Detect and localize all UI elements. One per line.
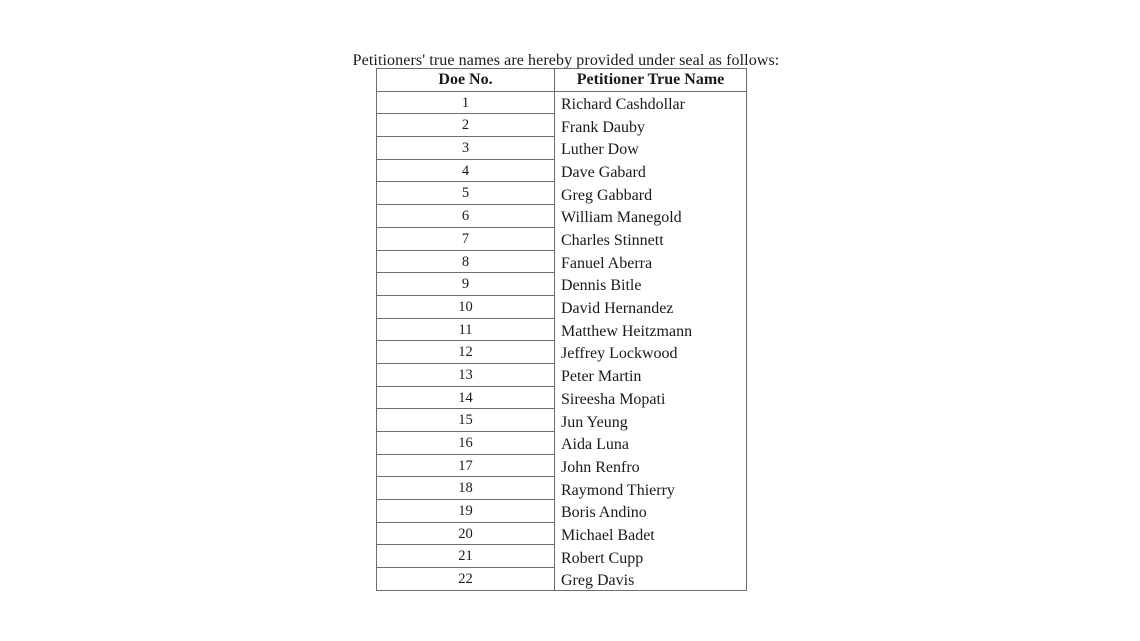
- petitioner-name-cell: Sireesha Mopati: [555, 386, 747, 409]
- doe-number-cell: 4: [377, 159, 555, 182]
- table-row: [377, 91, 747, 114]
- petitioner-name-cell: Boris Andino: [555, 500, 747, 523]
- petitioner-names-table: [376, 68, 747, 591]
- petitioner-name-cell: Raymond Thierry: [555, 477, 747, 500]
- doe-number-cell: 21: [377, 545, 555, 568]
- petitioner-name-cell: David Hernandez: [555, 295, 747, 318]
- table-row: [377, 454, 747, 477]
- table-row: [377, 318, 747, 341]
- petitioner-name-cell: Dave Gabard: [555, 159, 747, 182]
- table-row: [377, 182, 747, 205]
- petitioner-name-cell: Michael Badet: [555, 522, 747, 545]
- table-row: [377, 114, 747, 137]
- header-doe-no: Doe No.: [377, 69, 555, 92]
- petitioner-name-cell: Charles Stinnett: [555, 227, 747, 250]
- doe-number-cell: 11: [377, 318, 555, 341]
- table-row: [377, 545, 747, 568]
- table-row: [377, 568, 747, 591]
- table-row: [377, 432, 747, 455]
- table-row: [377, 205, 747, 228]
- petitioner-name-cell: Luther Dow: [555, 137, 747, 160]
- doe-number-cell: 19: [377, 500, 555, 523]
- table-row: [377, 137, 747, 160]
- doe-number-cell: 10: [377, 295, 555, 318]
- header-petitioner-true-name: Petitioner True Name: [555, 69, 747, 92]
- doe-number-cell: 14: [377, 386, 555, 409]
- petitioner-name-cell: William Manegold: [555, 205, 747, 228]
- table-body: [377, 91, 747, 590]
- doe-number-cell: 6: [377, 205, 555, 228]
- table-row: [377, 363, 747, 386]
- petitioner-name-cell: Matthew Heitzmann: [555, 318, 747, 341]
- table-row: [377, 522, 747, 545]
- petitioner-name-cell: Jeffrey Lockwood: [555, 341, 747, 364]
- doe-number-cell: 5: [377, 182, 555, 205]
- table-row: [377, 159, 747, 182]
- petitioner-name-cell: Aida Luna: [555, 432, 747, 455]
- table-row: [377, 409, 747, 432]
- table-row: [377, 250, 747, 273]
- petitioner-name-cell: Dennis Bitle: [555, 273, 747, 296]
- table-row: [377, 386, 747, 409]
- intro-paragraph: Petitioners' true names are hereby provided under seal as follows:: [352, 52, 780, 69]
- header-row: [377, 69, 747, 92]
- petitioner-name-cell: Peter Martin: [555, 363, 747, 386]
- table-row: [377, 341, 747, 364]
- doe-number-cell: 12: [377, 341, 555, 364]
- doe-number-cell: 17: [377, 454, 555, 477]
- petitioner-name-cell: Robert Cupp: [555, 545, 747, 568]
- petitioner-name-cell: Greg Davis: [555, 568, 747, 591]
- petitioner-name-cell: Frank Dauby: [555, 114, 747, 137]
- table-row: [377, 273, 747, 296]
- petitioner-name-cell: Jun Yeung: [555, 409, 747, 432]
- doe-number-cell: 18: [377, 477, 555, 500]
- doe-number-cell: 22: [377, 568, 555, 591]
- doe-number-cell: 7: [377, 227, 555, 250]
- table-row: [377, 227, 747, 250]
- doe-number-cell: 2: [377, 114, 555, 137]
- doe-number-cell: 8: [377, 250, 555, 273]
- doe-number-cell: 1: [377, 91, 555, 114]
- petitioner-name-cell: Fanuel Aberra: [555, 250, 747, 273]
- doe-number-cell: 13: [377, 363, 555, 386]
- doe-number-cell: 20: [377, 522, 555, 545]
- table-row: [377, 477, 747, 500]
- doe-number-cell: 15: [377, 409, 555, 432]
- table-row: [377, 295, 747, 318]
- table-row: [377, 500, 747, 523]
- petitioner-name-cell: Greg Gabbard: [555, 182, 747, 205]
- doe-number-cell: 3: [377, 137, 555, 160]
- doe-number-cell: 16: [377, 432, 555, 455]
- petitioner-name-cell: John Renfro: [555, 454, 747, 477]
- doe-number-cell: 9: [377, 273, 555, 296]
- petitioner-name-cell: Richard Cashdollar: [555, 91, 747, 114]
- table-header: [377, 69, 747, 92]
